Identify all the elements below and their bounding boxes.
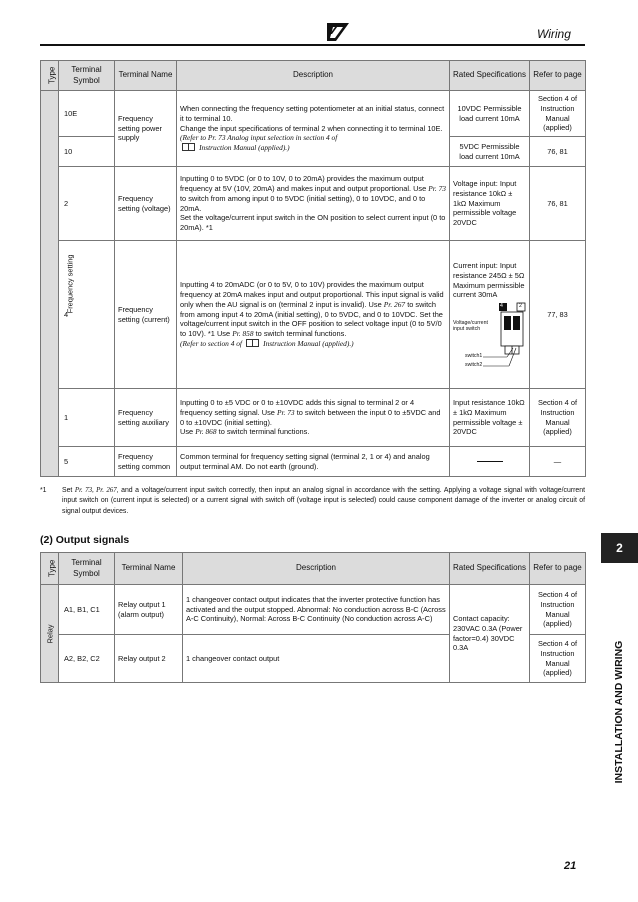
terminal-description: When connecting the frequency setting potentiometer at an initial status, connect it to terminal 10. Change the input specifications of terminal 2 when connecting it to terminal 10E. (Refer to Pr. 73 Analog input selection in section 4 of Instruction Manual (applied).) bbox=[177, 91, 450, 167]
footnote-mark: *1 bbox=[40, 487, 47, 494]
terminal-name: Frequency setting auxiliary bbox=[115, 389, 177, 447]
rated-spec-dash bbox=[450, 447, 530, 477]
rated-spec: 10VDC Permissible load current 10mA bbox=[450, 91, 530, 137]
switch-caption: Voltage/current input switch bbox=[453, 320, 488, 333]
header-rated-specifications: Rated Specifications bbox=[450, 61, 530, 91]
header-refer-to-page: Refer to page bbox=[530, 61, 586, 91]
switch1-label: switch1 bbox=[465, 353, 483, 360]
output-signals-table bbox=[40, 552, 586, 683]
table-row bbox=[41, 167, 586, 241]
voltage-current-switch-diagram bbox=[453, 302, 526, 368]
table-row bbox=[41, 389, 586, 447]
manual-book-icon bbox=[246, 339, 259, 347]
terminal-description: Inputting 0 to ±5 VDC or 0 to ±10VDC adds this signal to terminal 2 or 4 frequency setting signal. Use Pr. 73 to switch between the input 0 to ±5VDC and 0 to ±10VDC (initial setting). Use Pr. 868 to switch terminal functions. bbox=[177, 389, 450, 447]
terminal-symbol: 10E bbox=[59, 91, 115, 137]
refer-page: Section 4 of Instruction Manual (applied) bbox=[530, 585, 586, 635]
terminal-description: 1 changeover contact output bbox=[183, 635, 450, 683]
header-type: Type bbox=[41, 61, 59, 91]
header-rated-specifications: Rated Specifications bbox=[450, 553, 530, 585]
terminal-name: Relay output 2 bbox=[115, 635, 183, 683]
terminal-name: Frequency setting common bbox=[115, 447, 177, 477]
rated-spec: Input resistance 10kΩ ± 1kΩ Maximum permissible voltage ± 20VDC bbox=[450, 389, 530, 447]
terminal-symbol: 4 bbox=[59, 241, 115, 389]
refer-page: Section 4 of Instruction Manual (applied) bbox=[530, 91, 586, 137]
type-cell-relay: Relay bbox=[41, 585, 59, 683]
terminal-symbol: 1 bbox=[59, 389, 115, 447]
header-description: Description bbox=[183, 553, 450, 585]
terminal-description: Inputting 0 to 5VDC (or 0 to 10V, 0 to 20mA) provides the maximum output frequency at 5V (10V, 20mA) and makes input and output proportional. Use Pr. 73 to switch from among input 0 to 5VDC (initial setting), 0 to 10VDC, and 0 to 20mA. Set the voltage/current input switch in the ON position to select current input (0 to 20mA). *1 bbox=[177, 167, 450, 241]
refer-page: 77, 83 bbox=[530, 241, 586, 389]
header-description: Description bbox=[177, 61, 450, 91]
footnote-text: Set Pr. 73, Pr. 267, and a voltage/current input switch correctly, then input an analog signal in accordance with the setting. Applying a voltage signal with voltage/current input switch on (current input is selected) or a current signal with switch off (voltage input is selected) could cause component damage of the inverter or analog circuit of signal output devices. bbox=[62, 487, 585, 515]
terminal-symbol: 10 bbox=[59, 137, 115, 167]
header-terminal-symbol: Terminal Symbol bbox=[59, 61, 115, 91]
terminal-description: Common terminal for frequency setting signal (terminal 2, 1 or 4) and analog output terminal AM. Do not earth (ground). bbox=[177, 447, 450, 477]
rated-spec: Contact capacity: 230VAC 0.3A (Power factor=0.4) 30VDC 0.3A bbox=[450, 585, 530, 683]
table-header-row bbox=[41, 61, 586, 91]
header-title: Wiring bbox=[537, 27, 571, 41]
table-row bbox=[41, 91, 586, 137]
section-title-output-signals: (2) Output signals bbox=[40, 534, 130, 546]
manual-book-icon bbox=[182, 143, 195, 151]
table-row bbox=[41, 585, 586, 635]
header-refer-to-page: Refer to page bbox=[530, 553, 586, 585]
refer-page: — bbox=[530, 447, 586, 477]
header-terminal-name: Terminal Name bbox=[115, 61, 177, 91]
rated-spec: 5VDC Permissible load current 10mA bbox=[450, 137, 530, 167]
terminal-name: Relay output 1 (alarm output) bbox=[115, 585, 183, 635]
refer-page: Section 4 of Instruction Manual (applied) bbox=[530, 389, 586, 447]
footnote bbox=[40, 486, 585, 517]
terminal-symbol: A2, B2, C2 bbox=[59, 635, 115, 683]
switch-leader-lines bbox=[483, 346, 517, 368]
header-type: Type bbox=[41, 553, 59, 585]
refer-page: 76, 81 bbox=[530, 167, 586, 241]
chapter-tab-number: 2 bbox=[601, 533, 638, 563]
refer-page: 76, 81 bbox=[530, 137, 586, 167]
chapter-tab-label: INSTALLATION AND WIRING bbox=[613, 640, 625, 784]
rated-spec: Current input: Input resistance 245Ω ± 5Ω Maximum permissible current 30mA Voltage/current input switch 4 2 switch1 switch2 bbox=[450, 241, 530, 389]
switch2-label: switch2 bbox=[465, 362, 483, 369]
terminal-symbol: A1, B1, C1 bbox=[59, 585, 115, 635]
frequency-setting-table bbox=[40, 60, 586, 477]
page-number: 21 bbox=[564, 860, 577, 872]
terminal-description: Inputting 4 to 20mADC (or 0 to 5V, 0 to 10V) provides the maximum output frequency at 20mA makes input and output proportional. This input signal is valid only when the AU signal is on (terminal 2 input is invalid). Use Pr. 267 to switch from among input 4 to 20mA (initial setting), 0 to 5VDC, and 0 to 10VDC. Set the voltage/current input switch in the OFF position to select voltage input (0 to 5V/0 to 10V). *1 Use Pr. 858 to switch terminal functions. (Refer to section 4 of Instruction Manual (applied).) bbox=[177, 241, 450, 389]
header-terminal-name: Terminal Name bbox=[115, 553, 183, 585]
rated-spec: Voltage input: Input resistance 10kΩ ± 1kΩ Maximum permissible voltage 20VDC bbox=[450, 167, 530, 241]
terminal-description: 1 changeover contact output indicates that the inverter protective function has activated and the output stopped. Abnormal: No conduction across B-C (Across A-C Continuity), Normal: Across B-C Continuity (No conduction across A-C) bbox=[183, 585, 450, 635]
terminal-name: Frequency setting (current) bbox=[115, 241, 177, 389]
table-header-row bbox=[41, 553, 586, 585]
switch-number-4: 4 bbox=[500, 303, 503, 310]
table-row bbox=[41, 447, 586, 477]
terminal-name: Frequency setting power supply bbox=[115, 91, 177, 167]
terminal-symbol: 2 bbox=[59, 167, 115, 241]
switch-number-2: 2 bbox=[519, 303, 522, 310]
terminal-name: Frequency setting (voltage) bbox=[115, 167, 177, 241]
header-divider bbox=[40, 44, 585, 46]
refer-page: Section 4 of Instruction Manual (applied) bbox=[530, 635, 586, 683]
header-terminal-symbol: Terminal Symbol bbox=[59, 553, 115, 585]
type-cell-frequency-setting: Frequency setting bbox=[41, 91, 59, 477]
terminal-symbol: 5 bbox=[59, 447, 115, 477]
table-row bbox=[41, 241, 586, 389]
company-logo-icon bbox=[327, 23, 349, 41]
